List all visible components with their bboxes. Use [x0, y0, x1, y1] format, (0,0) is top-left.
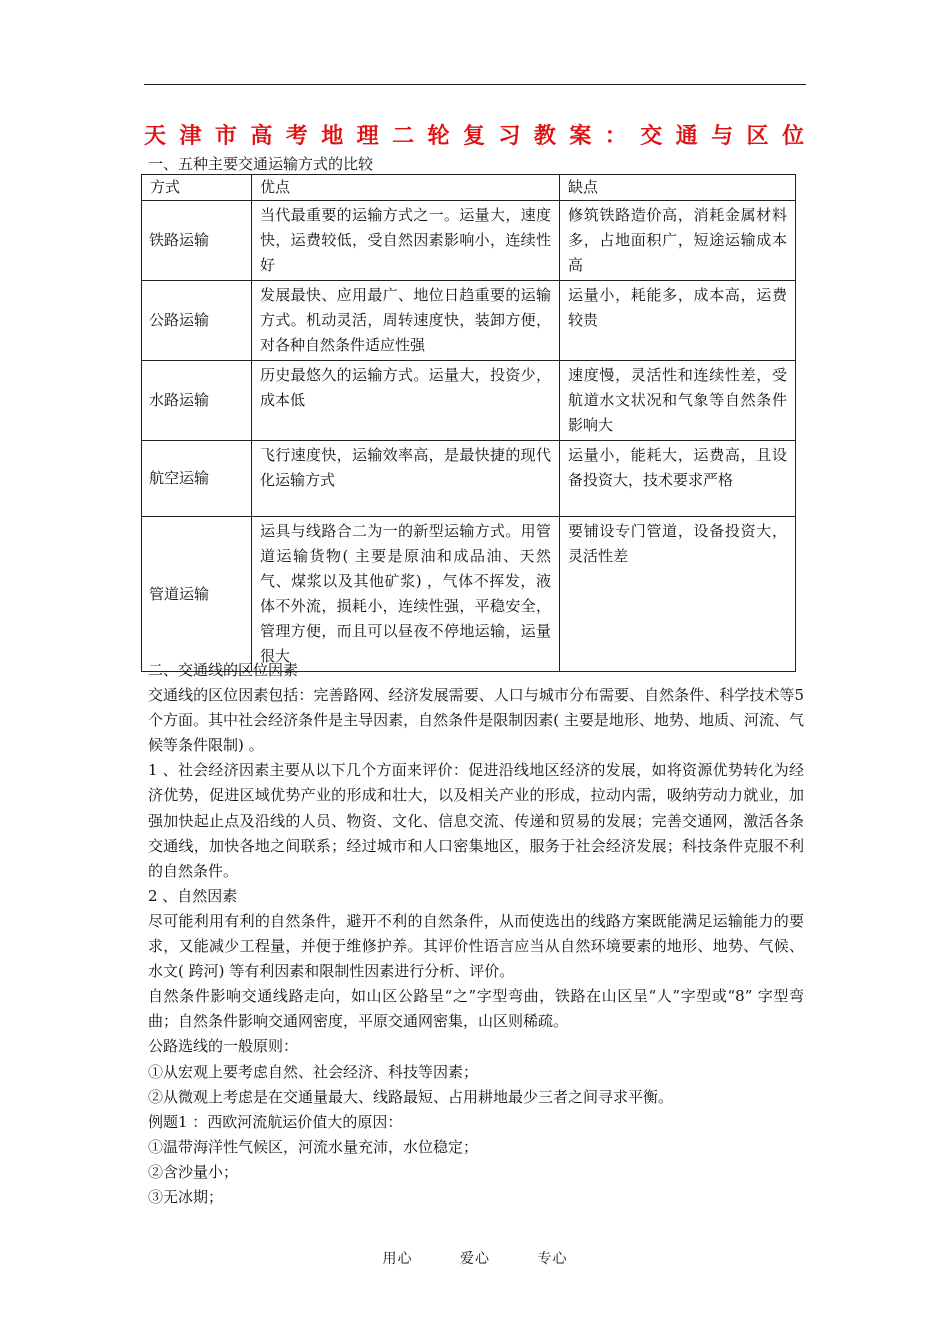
footer-word: 爱心	[460, 1251, 490, 1267]
table-row	[142, 517, 796, 672]
example-item: ②含沙量小；	[148, 1162, 239, 1181]
table-cell-mode: 铁路运输	[142, 201, 252, 281]
table-cell-pros: 运具与线路合二为一的新型运输方式。用管道运输货物( 主要是原油和成品油、天然气、煤浆以及其他矿浆) ，气体不挥发，液体不外流，损耗小，连续性强，平稳安全，管理方便，而且可以昼夜不停地运输，运量很大	[252, 517, 560, 672]
table-row	[142, 441, 796, 517]
comparison-table	[141, 174, 796, 672]
paragraph-natural: 尽可能利用有利的自然条件，避开不利的自然条件，从而使选出的线路方案既能满足运输能力的要求，又能减少工程量，并便于维修护养。其评价性语言应当从自然环境要素的地形、地势、气候、水文( 跨河) 等有利因素和限制性因素进行分析、评价。	[148, 911, 804, 981]
table-cell-cons: 运量小，耗能多，成本高，运费较贵	[560, 281, 796, 361]
table-cell-pros: 当代最重要的运输方式之一。运量大，速度快，运费较低，受自然因素影响小，连续性好	[252, 201, 560, 281]
example-heading: 例题1 ：西欧河流航运价值大的原因：	[148, 1112, 403, 1131]
section1-heading: 一、五种主要交通运输方式的比较	[148, 155, 374, 173]
example-item: ③无冰期；	[148, 1187, 224, 1206]
table-header-pros: 优点	[252, 175, 560, 201]
table-cell-mode: 公路运输	[142, 281, 252, 361]
paragraph-socioeconomic: 1 、社会经济因素主要从以下几个方面来评价：促进沿线地区经济的发展，如将资源优势转化为经济优势，促进区域优势产业的形成和壮大，以及相关产业的形成，拉动内需，吸纳劳动力就业，加强加快起止点及沿线的人员、物资、文化、信息交流、传递和贸易的发展；完善交通网，激活各条交通线，加快各地之间联系；经过城市和人口密集地区，服务于社会经济发展；科技条件克服不利的自然条件。	[148, 761, 804, 880]
table-cell-pros: 历史最悠久的运输方式。运量大，投资少，成本低	[252, 361, 560, 441]
section2-intro: 交通线的区位因素包括：完善路网、经济发展需要、人口与城市分布需要、自然条件、科学技术等5 个方面。其中社会经济条件是主导因素，自然条件是限制因素( 主要是地形、地势、地质、河流、气候等条件限制) 。	[148, 686, 804, 755]
table-row	[142, 281, 796, 361]
table-cell-cons: 修筑铁路造价高，消耗金属材料多，占地面积广，短途运输成本高	[560, 201, 796, 281]
table-cell-pros: 发展最快、应用最广、地位日趋重要的运输方式。机动灵活，周转速度快，装卸方便，对各种自然条件适应性强	[252, 281, 560, 361]
table-header-cons: 缺点	[560, 175, 796, 201]
natural-factors-heading: 2 、自然因素	[148, 886, 238, 905]
page-title: 天津市高考地理二轮复习教案：交通与区位	[144, 123, 806, 149]
table-row	[142, 201, 796, 281]
example-item: ①温带海洋性气候区，河流水量充沛，水位稳定；	[148, 1137, 479, 1156]
table-cell-mode: 水路运输	[142, 361, 252, 441]
table-cell-cons: 速度慢，灵活性和连续性差，受航道水文状况和气象等自然条件影响大	[560, 361, 796, 441]
table-cell-mode: 航空运输	[142, 441, 252, 517]
footer-word: 用心	[382, 1251, 413, 1267]
principle-item: ①从宏观上要考虑自然、社会经济、科技等因素；	[148, 1062, 479, 1081]
page-footer	[0, 1248, 950, 1268]
table-cell-pros: 飞行速度快，运输效率高，是最快捷的现代化运输方式	[252, 441, 560, 517]
table-row	[142, 361, 796, 441]
table-cell-mode: 管道运输	[142, 517, 252, 672]
table-header-row	[142, 175, 796, 201]
section2-heading: 二、交通线的区位因素	[148, 661, 299, 679]
section2-body	[148, 658, 804, 1210]
header-rule	[144, 84, 806, 85]
paragraph-route-direction: 自然条件影响交通线路走向，如山区公路呈“之”字型弯曲，铁路在山区呈“人”字型或“8” 字型弯曲；自然条件影响交通网密度，平原交通网密集，山区则稀疏。	[148, 987, 804, 1031]
route-principles-heading: 公路选线的一般原则：	[148, 1037, 299, 1056]
table-header-mode: 方式	[142, 175, 252, 201]
footer-word: 专心	[537, 1251, 568, 1267]
table-cell-cons: 要铺设专门管道，设备投资大，灵活性差	[560, 517, 796, 672]
principle-item: ②从微观上考虑是在交通量最大、线路最短、占用耕地最少三者之间寻求平衡。	[148, 1087, 674, 1106]
table-cell-cons: 运量小，能耗大，运费高，且设备投资大，技术要求严格	[560, 441, 796, 517]
